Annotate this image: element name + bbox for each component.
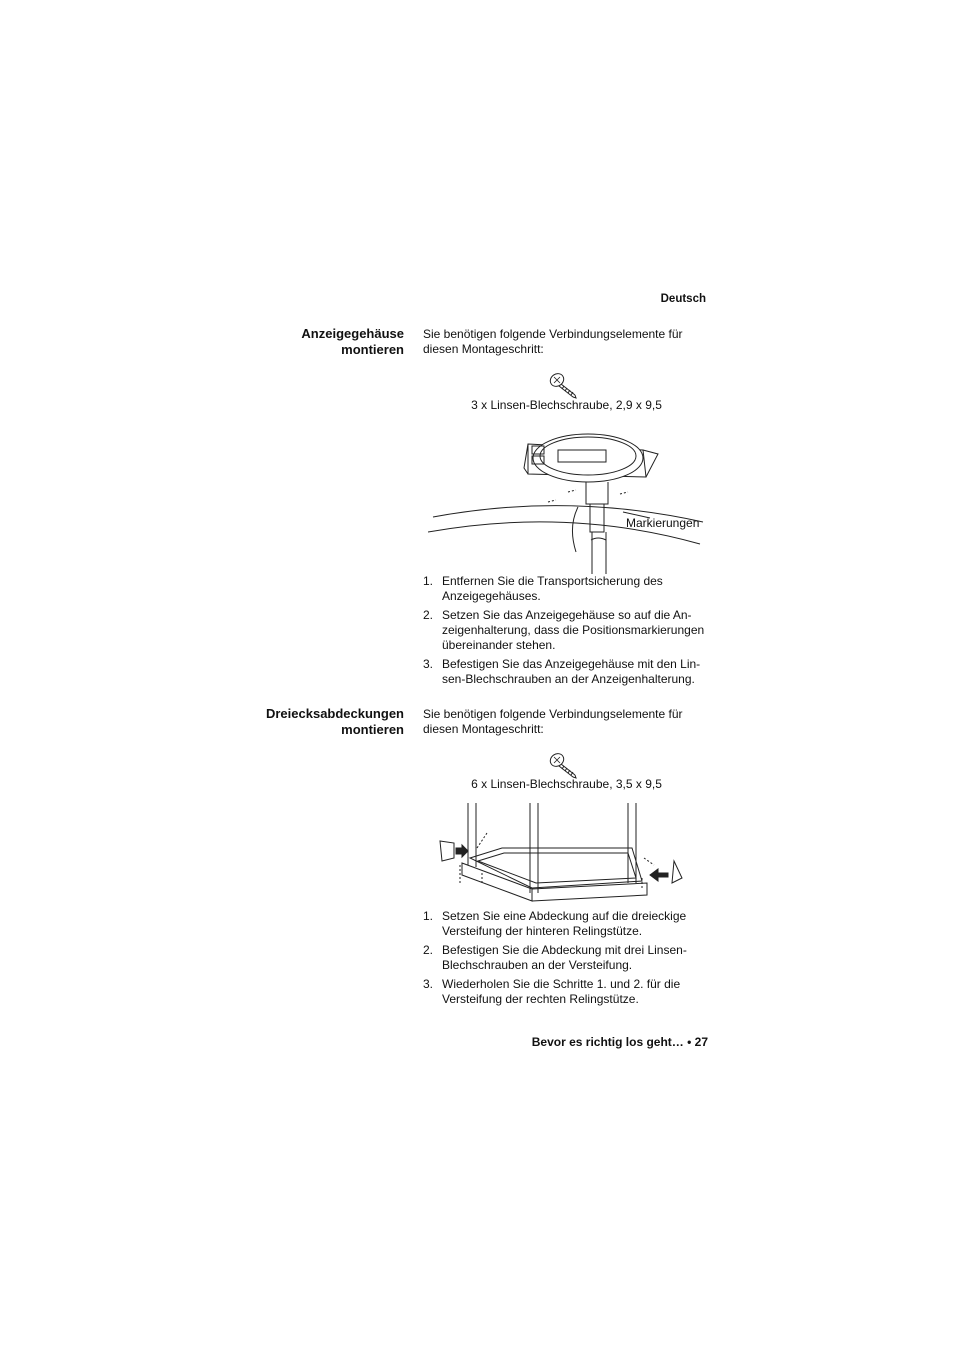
- list-item: 3. Wiederholen Sie die Schritte 1. und 2. für die Versteifung der rechten Relingstütze.: [423, 977, 681, 1006]
- intro-line: diesen Montageschritt:: [423, 342, 544, 356]
- screw-icon: [548, 371, 582, 401]
- display-housing-illustration: [428, 432, 708, 574]
- list-item: 3. Befestigen Sie das Anzeigegehäuse mit den Lin- sen-Blechschrauben an der Anzeigenhalterung.: [423, 657, 701, 686]
- language-label: Deutsch: [660, 293, 706, 305]
- intro-line: Sie benötigen folgende Verbindungselemente für: [423, 707, 683, 721]
- figure-label-markings: Markierungen: [626, 516, 700, 530]
- list-item: 1. Setzen Sie eine Abdeckung auf die dreieckige Versteifung der hinteren Relingstütze.: [423, 909, 687, 938]
- section-heading-triangle-covers: [204, 706, 404, 738]
- heading-line: Dreiecksabdeckungen: [265, 706, 404, 721]
- screw-caption: 3 x Linsen-Blechschraube, 2,9 x 9,5: [471, 398, 662, 412]
- heading-line: montieren: [341, 342, 404, 357]
- steps-list-display-housing: [423, 574, 713, 691]
- list-item: 1. Entfernen Sie die Transportsicherung des Anzeigegehäuses.: [423, 574, 663, 603]
- triangle-cover-illustration: [432, 803, 690, 905]
- heading-line: montieren: [341, 722, 404, 737]
- intro-line: Sie benötigen folgende Verbindungselemente für: [423, 327, 683, 341]
- list-item: 2. Setzen Sie das Anzeigegehäuse so auf die An- zeigenhalterung, dass die Positionsmarkierungen übereinander stehen.: [423, 608, 705, 652]
- page-footer: Bevor es richtig los geht… • 27: [531, 1035, 708, 1049]
- screw-caption: 6 x Linsen-Blechschraube, 3,5 x 9,5: [471, 777, 662, 791]
- section-intro: [423, 327, 713, 357]
- section-intro: [423, 707, 713, 737]
- intro-line: diesen Montageschritt:: [423, 722, 544, 736]
- section-heading-display-housing: [204, 326, 404, 358]
- heading-line: Anzeigegehäuse: [301, 326, 404, 341]
- steps-list-triangle-covers: [423, 909, 713, 1011]
- list-item: 2. Befestigen Sie die Abdeckung mit drei Linsen- Blechschrauben an der Versteifung.: [423, 943, 687, 972]
